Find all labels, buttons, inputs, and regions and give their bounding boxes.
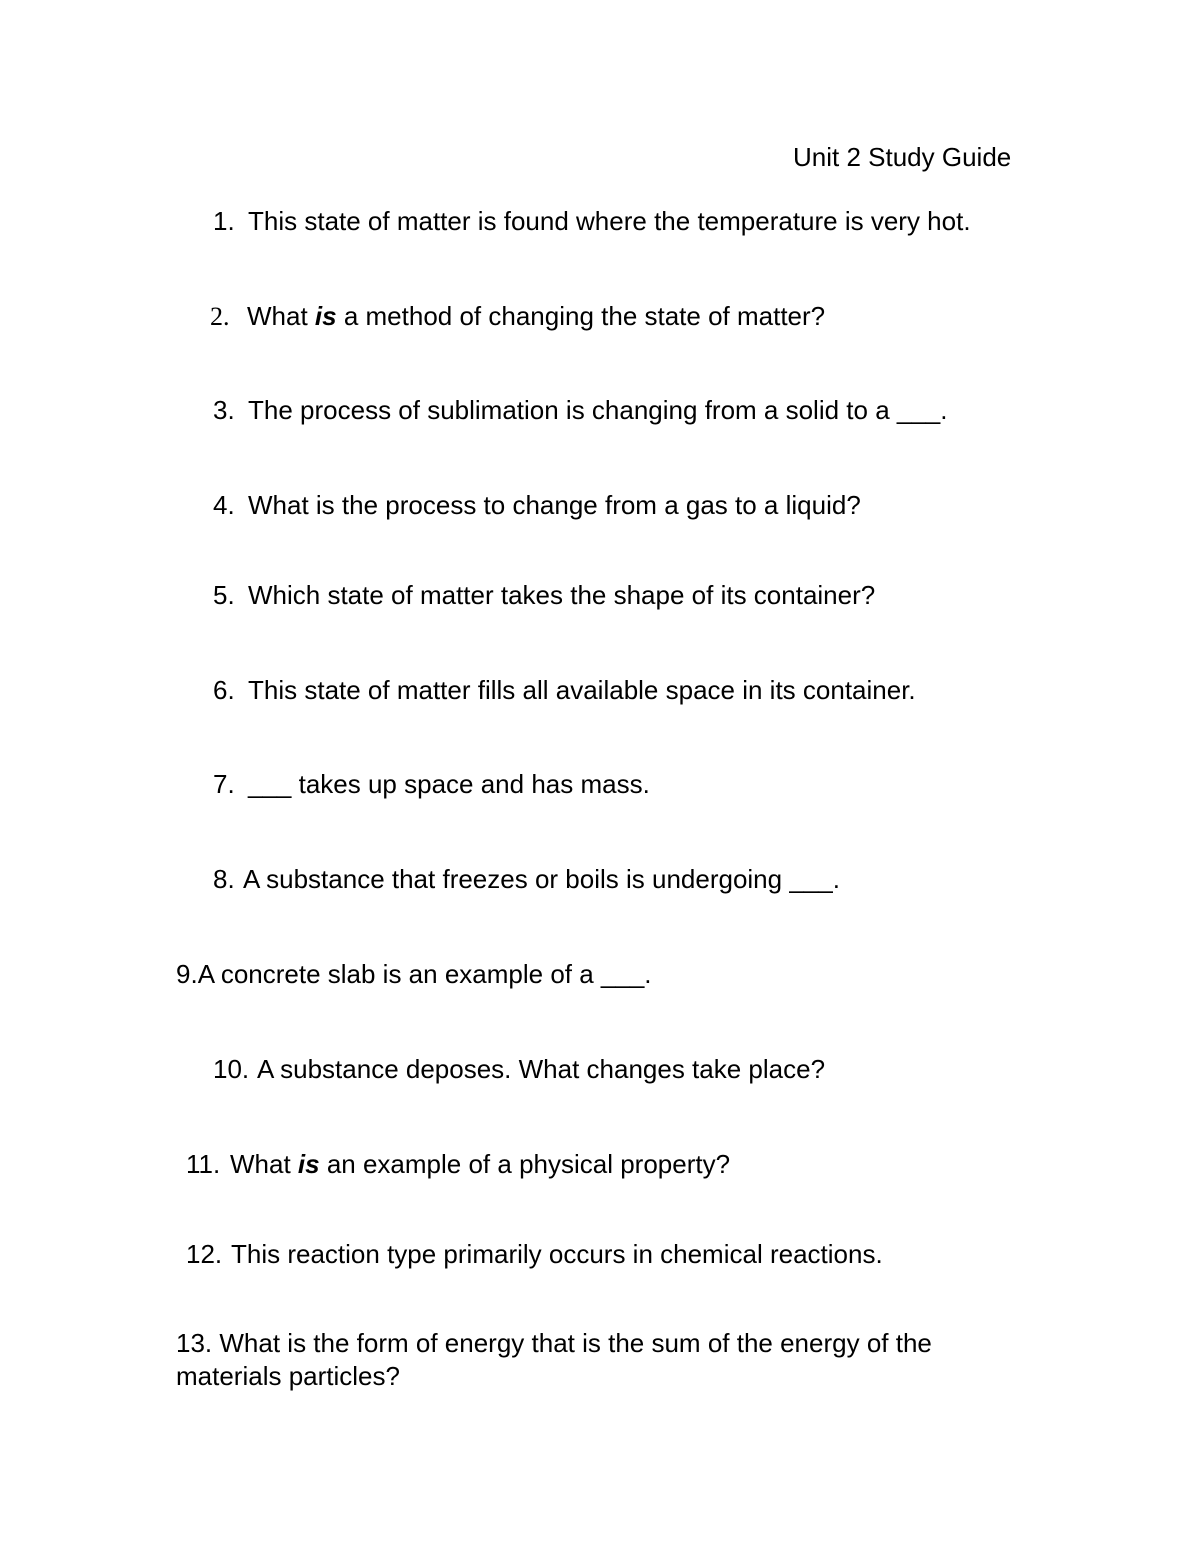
question-number: 1. [213, 206, 235, 236]
question-text: A substance deposes. What changes take place? [257, 1054, 826, 1084]
question-1 [213, 205, 971, 238]
question-11 [186, 1148, 730, 1181]
question-8 [213, 863, 840, 896]
question-number: 8. [213, 864, 235, 894]
question-7 [213, 768, 650, 801]
question-6 [213, 674, 916, 707]
question-number: 9. [176, 959, 198, 989]
question-number: 11. [186, 1149, 221, 1179]
question-text: Which state of matter takes the shape of its container? [248, 580, 876, 610]
question-13 [176, 1327, 996, 1393]
question-number: 2. [210, 302, 230, 331]
question-text-end: an example of a physical property? [319, 1149, 731, 1179]
question-text: This state of matter fills all available space in its container. [248, 675, 916, 705]
question-text: A substance that freezes or boils is undergoing ___. [243, 864, 840, 894]
question-number: 6. [213, 675, 235, 705]
question-emphasis: is [297, 1149, 320, 1179]
question-text-start: What [230, 1149, 298, 1179]
question-number: 3. [213, 395, 235, 425]
question-text: What is the form of energy that is the sum of the energy of the materials particles? [176, 1328, 932, 1391]
question-text: What is the process to change from a gas to a liquid? [248, 490, 861, 520]
question-4 [213, 489, 861, 522]
question-number: 7. [213, 769, 235, 799]
page-title: Unit 2 Study Guide [793, 142, 1012, 172]
question-9 [176, 958, 652, 991]
question-3 [213, 394, 948, 427]
question-text-start: What [247, 301, 315, 331]
question-number: 10. [213, 1054, 250, 1084]
question-text: ___ takes up space and has mass. [248, 769, 650, 799]
question-10 [213, 1053, 825, 1086]
question-text: This state of matter is found where the temperature is very hot. [248, 206, 971, 236]
question-text: This reaction type primarily occurs in chemical reactions. [231, 1239, 883, 1269]
question-2 [210, 300, 825, 333]
question-12 [186, 1238, 883, 1271]
question-text-end: a method of changing the state of matter? [336, 301, 826, 331]
question-number: 5. [213, 580, 235, 610]
question-number: 12. [186, 1239, 223, 1269]
question-number: 4. [213, 490, 235, 520]
question-text: A concrete slab is an example of a ___. [197, 959, 652, 989]
question-emphasis: is [314, 301, 337, 331]
question-text: The process of sublimation is changing from a solid to a ___. [248, 395, 948, 425]
question-5 [213, 579, 875, 612]
question-number: 13. [176, 1328, 213, 1358]
